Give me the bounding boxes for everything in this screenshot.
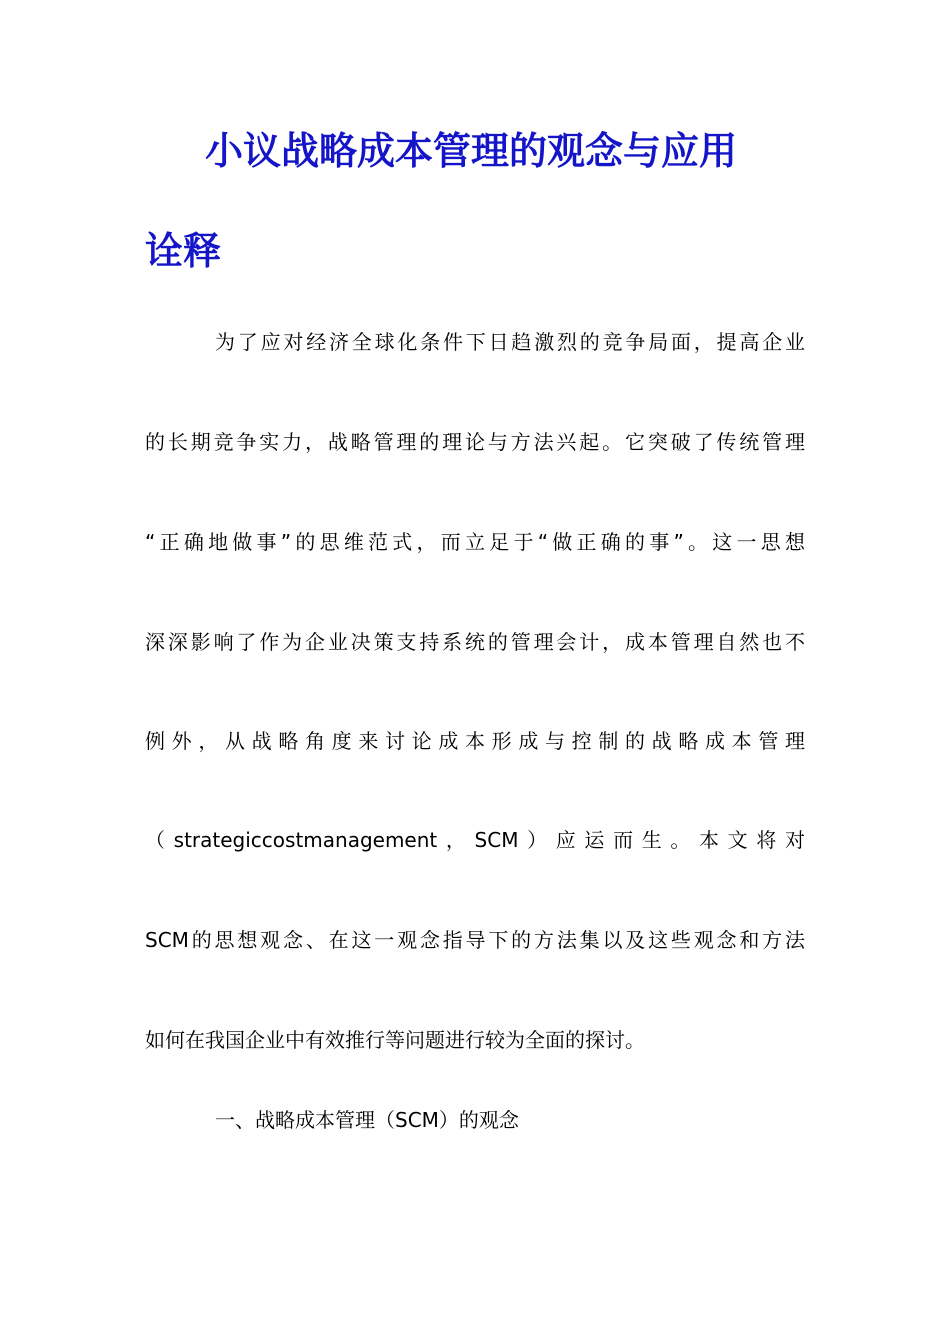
paragraph-line: 深深影响了作为企业决策支持系统的管理会计，成本管理自然也不 [145,630,805,654]
paragraph-line: SCM的思想观念、在这一观念指导下的方法集以及这些观念和方法 [145,928,805,952]
section-heading: 一、战略成本管理（SCM）的观念 [215,1108,519,1132]
document-title-line-1: 小议战略成本管理的观念与应用 [205,128,738,173]
paragraph-line: 例外，从战略角度来讨论成本形成与控制的战略成本管理 [145,729,805,753]
paragraph-line: 的长期竞争实力，战略管理的理论与方法兴起。它突破了传统管理 [145,430,805,454]
paragraph-line: 为了应对经济全球化条件下日趋激烈的竞争局面，提高企业 [215,330,805,354]
paragraph-line: 如何在我国企业中有效推行等问题进行较为全面的探讨。 [145,1028,645,1052]
paragraph-line: “正确地做事”的思维范式，而立足于“做正确的事”。这一思想 [145,530,805,554]
document-title-line-2: 诠释 [145,228,222,273]
paragraph-line: （strategiccostmanagement，SCM）应运而生。本文将对 [145,828,805,852]
